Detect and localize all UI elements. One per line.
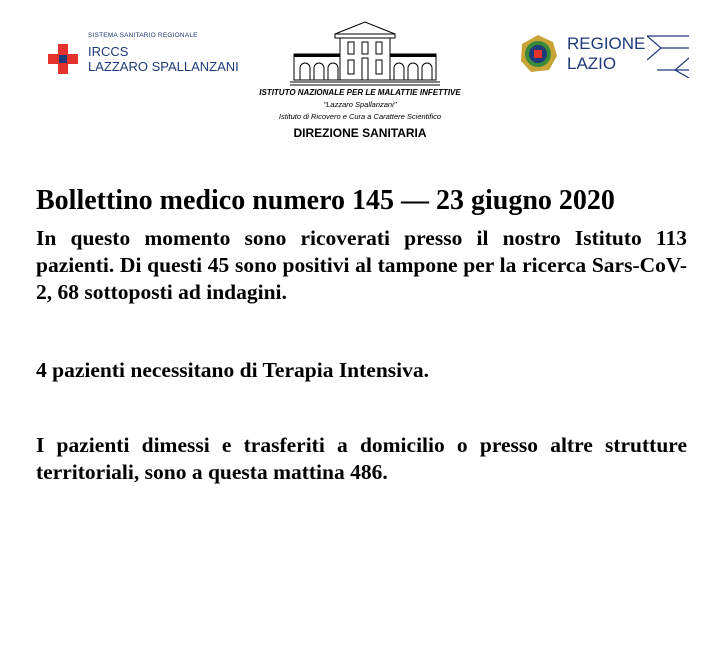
- institute-heading: [210, 88, 510, 140]
- system-label: SISTEMA SANITARIO REGIONALE: [88, 32, 198, 39]
- regione-lazio-logo: [515, 30, 690, 80]
- bulletin-title: Bollettino medico numero 145 — 23 giugno 2020: [36, 185, 615, 216]
- institute-type: Istituto di Ricovero e Cura a Carattere Scientifico: [278, 112, 442, 121]
- institute-name: ISTITUTO NAZIONALE PER LE MALATTIE INFETTIVE: [259, 88, 461, 97]
- chevron-lines-icon: [647, 34, 689, 78]
- paragraph-discharges: I pazienti dimessi e trasferiti a domicilio o presso altre strutture territoriali, sono a questa mattina 486.: [36, 433, 687, 484]
- institute-building-icon: [290, 20, 440, 88]
- logo-line-irccs: IRCCS: [88, 44, 129, 59]
- lazio-text: LAZIO: [567, 54, 617, 73]
- institute-subname: "Lazzaro Spallanzani": [323, 100, 397, 109]
- letterhead: [0, 0, 720, 160]
- logo-line-spallanzani: LAZZARO SPALLANZANI: [88, 59, 239, 74]
- department-name: DIREZIONE SANITARIA: [293, 126, 427, 140]
- bulletin-body: [36, 183, 687, 486]
- red-cross-icon: [48, 44, 78, 74]
- spallanzani-logo: [44, 30, 244, 80]
- paragraph-intensive-care: 4 pazienti necessitano di Terapia Intensiva.: [36, 358, 430, 382]
- paragraph-admissions: In questo momento sono ricoverati presso il nostro Istituto 113 pazienti. Di questi 45 sono positivi al tampone per la ricerca Sars-CoV-2, 68 sottoposti ad indagini.: [36, 226, 687, 304]
- regione-text: REGIONE: [567, 34, 646, 53]
- lazio-emblem-icon: [518, 34, 558, 74]
